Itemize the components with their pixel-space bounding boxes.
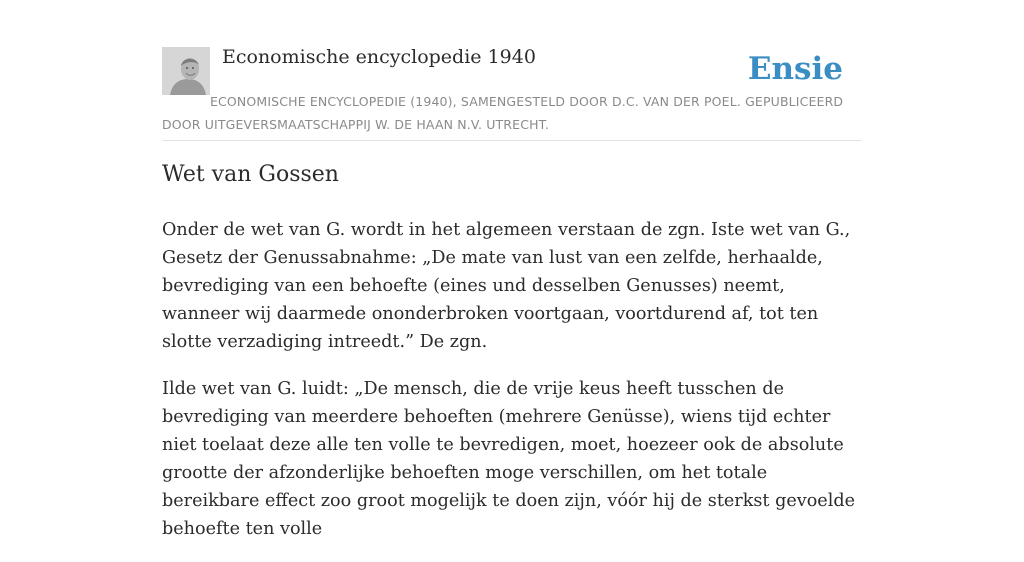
book-description: ECONOMISCHE ENCYCLOPEDIE (1940), SAMENGESTELD DOOR D.C. VAN DER POEL. GEPUBLICEERD DOOR UITGEVERSMAATSCHAPPIJ W. DE HAAN N.V. UTRECHT. [162, 94, 844, 132]
article-paragraph: Onder de wet van G. wordt in het algemeen verstaan de zgn. Iste wet van G., Gesetz der Genussabnahme: „De mate van lust van een zelfde, herhaalde, bevrediging van een behoefte (eines und desselben Genusses) neemt, wanneer wij daarmede ononderbroken voortgaan, voortdurend af, tot ten slotte verzadiging intreedt.” De zgn. [162, 220, 851, 352]
article-title: Wet van Gossen [162, 162, 339, 187]
article-body [162, 216, 866, 562]
ensie-logo-link[interactable]: Ensie [747, 51, 843, 87]
article-paragraph: Ilde wet van G. luidt: „De mensch, die de vrije keus heeft tusschen de bevrediging van meerdere behoeften (mehrere Genüsse), wiens tijd echter niet toelaat deze alle ten volle te bevredigen, moet, hoezeer ook de absolute grootte der afzonderlijke behoeften moge verschillen, om het totale bereikbare effect zoo groot mogelijk te doen zijn, vóór hij de sterkst gevoelde behoefte ten volle [162, 379, 855, 539]
book-title-link[interactable]: Economische encyclopedie 1940 [222, 46, 536, 68]
author-portrait-icon [162, 47, 210, 95]
site-header [162, 40, 862, 141]
